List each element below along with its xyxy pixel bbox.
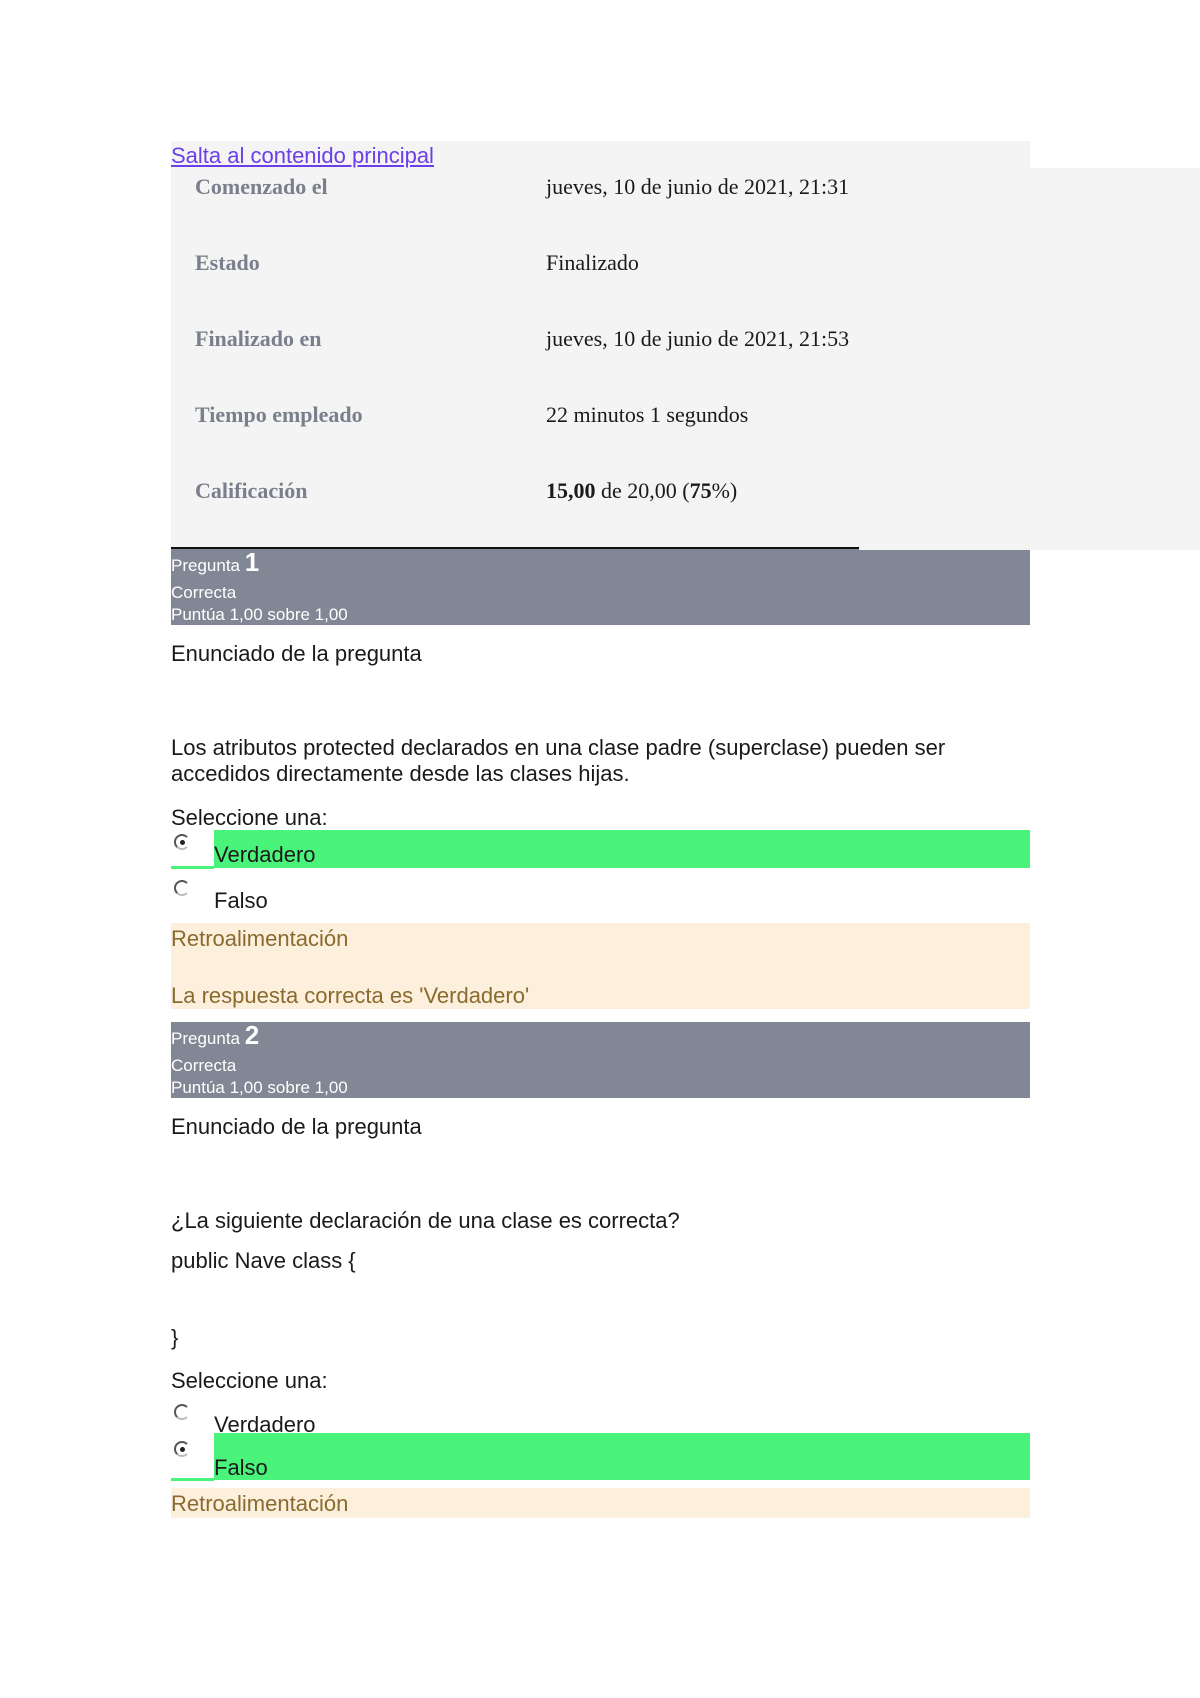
feedback-correct-answer: La respuesta correcta es 'Verdadero' [171,983,530,1008]
summary-row-started [171,168,1030,244]
radio-unselected-icon[interactable] [174,880,190,896]
option-falso[interactable] [171,876,1030,916]
feedback-box [171,923,1030,1009]
statement-label: Enunciado de la pregunta [171,1114,422,1139]
feedback-box [171,1488,1030,1518]
summary-label: Comenzado el [195,174,328,199]
grade-points: 15,00 [546,478,596,503]
grade-tail: %) [711,478,738,503]
feedback-title: Retroalimentación [171,926,349,951]
summary-row-finished [171,320,1030,396]
summary-value: jueves, 10 de junio de 2021, 21:31 [546,174,850,199]
question-2-header [171,1022,1030,1098]
radio-unselected-icon[interactable] [174,1404,190,1420]
option-label: Falso [214,1455,268,1480]
summary-label: Finalizado en [195,326,322,351]
question-state: Correcta [171,583,237,602]
radio-selected-icon[interactable] [174,1441,190,1457]
question-prefix: Pregunta [171,556,240,575]
option-label: Verdadero [214,1412,316,1437]
grade-total: de 20,00 ( [595,478,690,503]
grade-percent: 75 [689,478,712,503]
select-one-label: Seleccione una: [171,805,328,830]
question-prefix: Pregunta [171,1029,240,1048]
question-number: 1 [244,547,260,577]
code-line: public Nave class { [171,1248,356,1273]
summary-label: Estado [195,250,260,275]
summary-label: Calificación [195,478,308,503]
question-score: Puntúa 1,00 sobre 1,00 [171,605,348,624]
attempt-summary-table [171,168,1030,548]
statement-label: Enunciado de la pregunta [171,641,422,666]
question-text: Los atributos protected declarados en una clase padre (superclase) pueden ser accedidos directamente desde las clases hijas. [171,735,946,786]
question-score: Puntúa 1,00 sobre 1,00 [171,1078,348,1097]
summary-row-time-taken [171,396,1030,472]
summary-row-grade [171,472,1030,548]
summary-row-state [171,244,1030,320]
code-line: } [171,1325,179,1350]
option-falso[interactable] [171,1433,1030,1480]
radio-selected-icon[interactable] [174,834,190,850]
summary-value: jueves, 10 de junio de 2021, 21:53 [546,326,850,351]
question-1-header [171,549,1030,625]
summary-value: Finalizado [546,250,639,275]
option-verdadero[interactable] [171,830,1030,870]
question-number: 2 [244,1020,260,1050]
skip-to-content-link[interactable]: Salta al contenido principal [171,143,438,169]
correct-answer-highlight [214,1433,1030,1480]
feedback-title: Retroalimentación [171,1491,349,1516]
option-label: Verdadero [214,842,316,867]
question-state: Correcta [171,1056,237,1075]
summary-value: 22 minutos 1 segundos [546,402,749,427]
grade-value [546,478,737,504]
summary-label: Tiempo empleado [195,402,363,427]
correct-answer-highlight [214,830,1030,868]
option-label: Falso [214,888,268,913]
question-text: ¿La siguiente declaración de una clase es correcta? [171,1208,680,1233]
select-one-label: Seleccione una: [171,1368,328,1393]
